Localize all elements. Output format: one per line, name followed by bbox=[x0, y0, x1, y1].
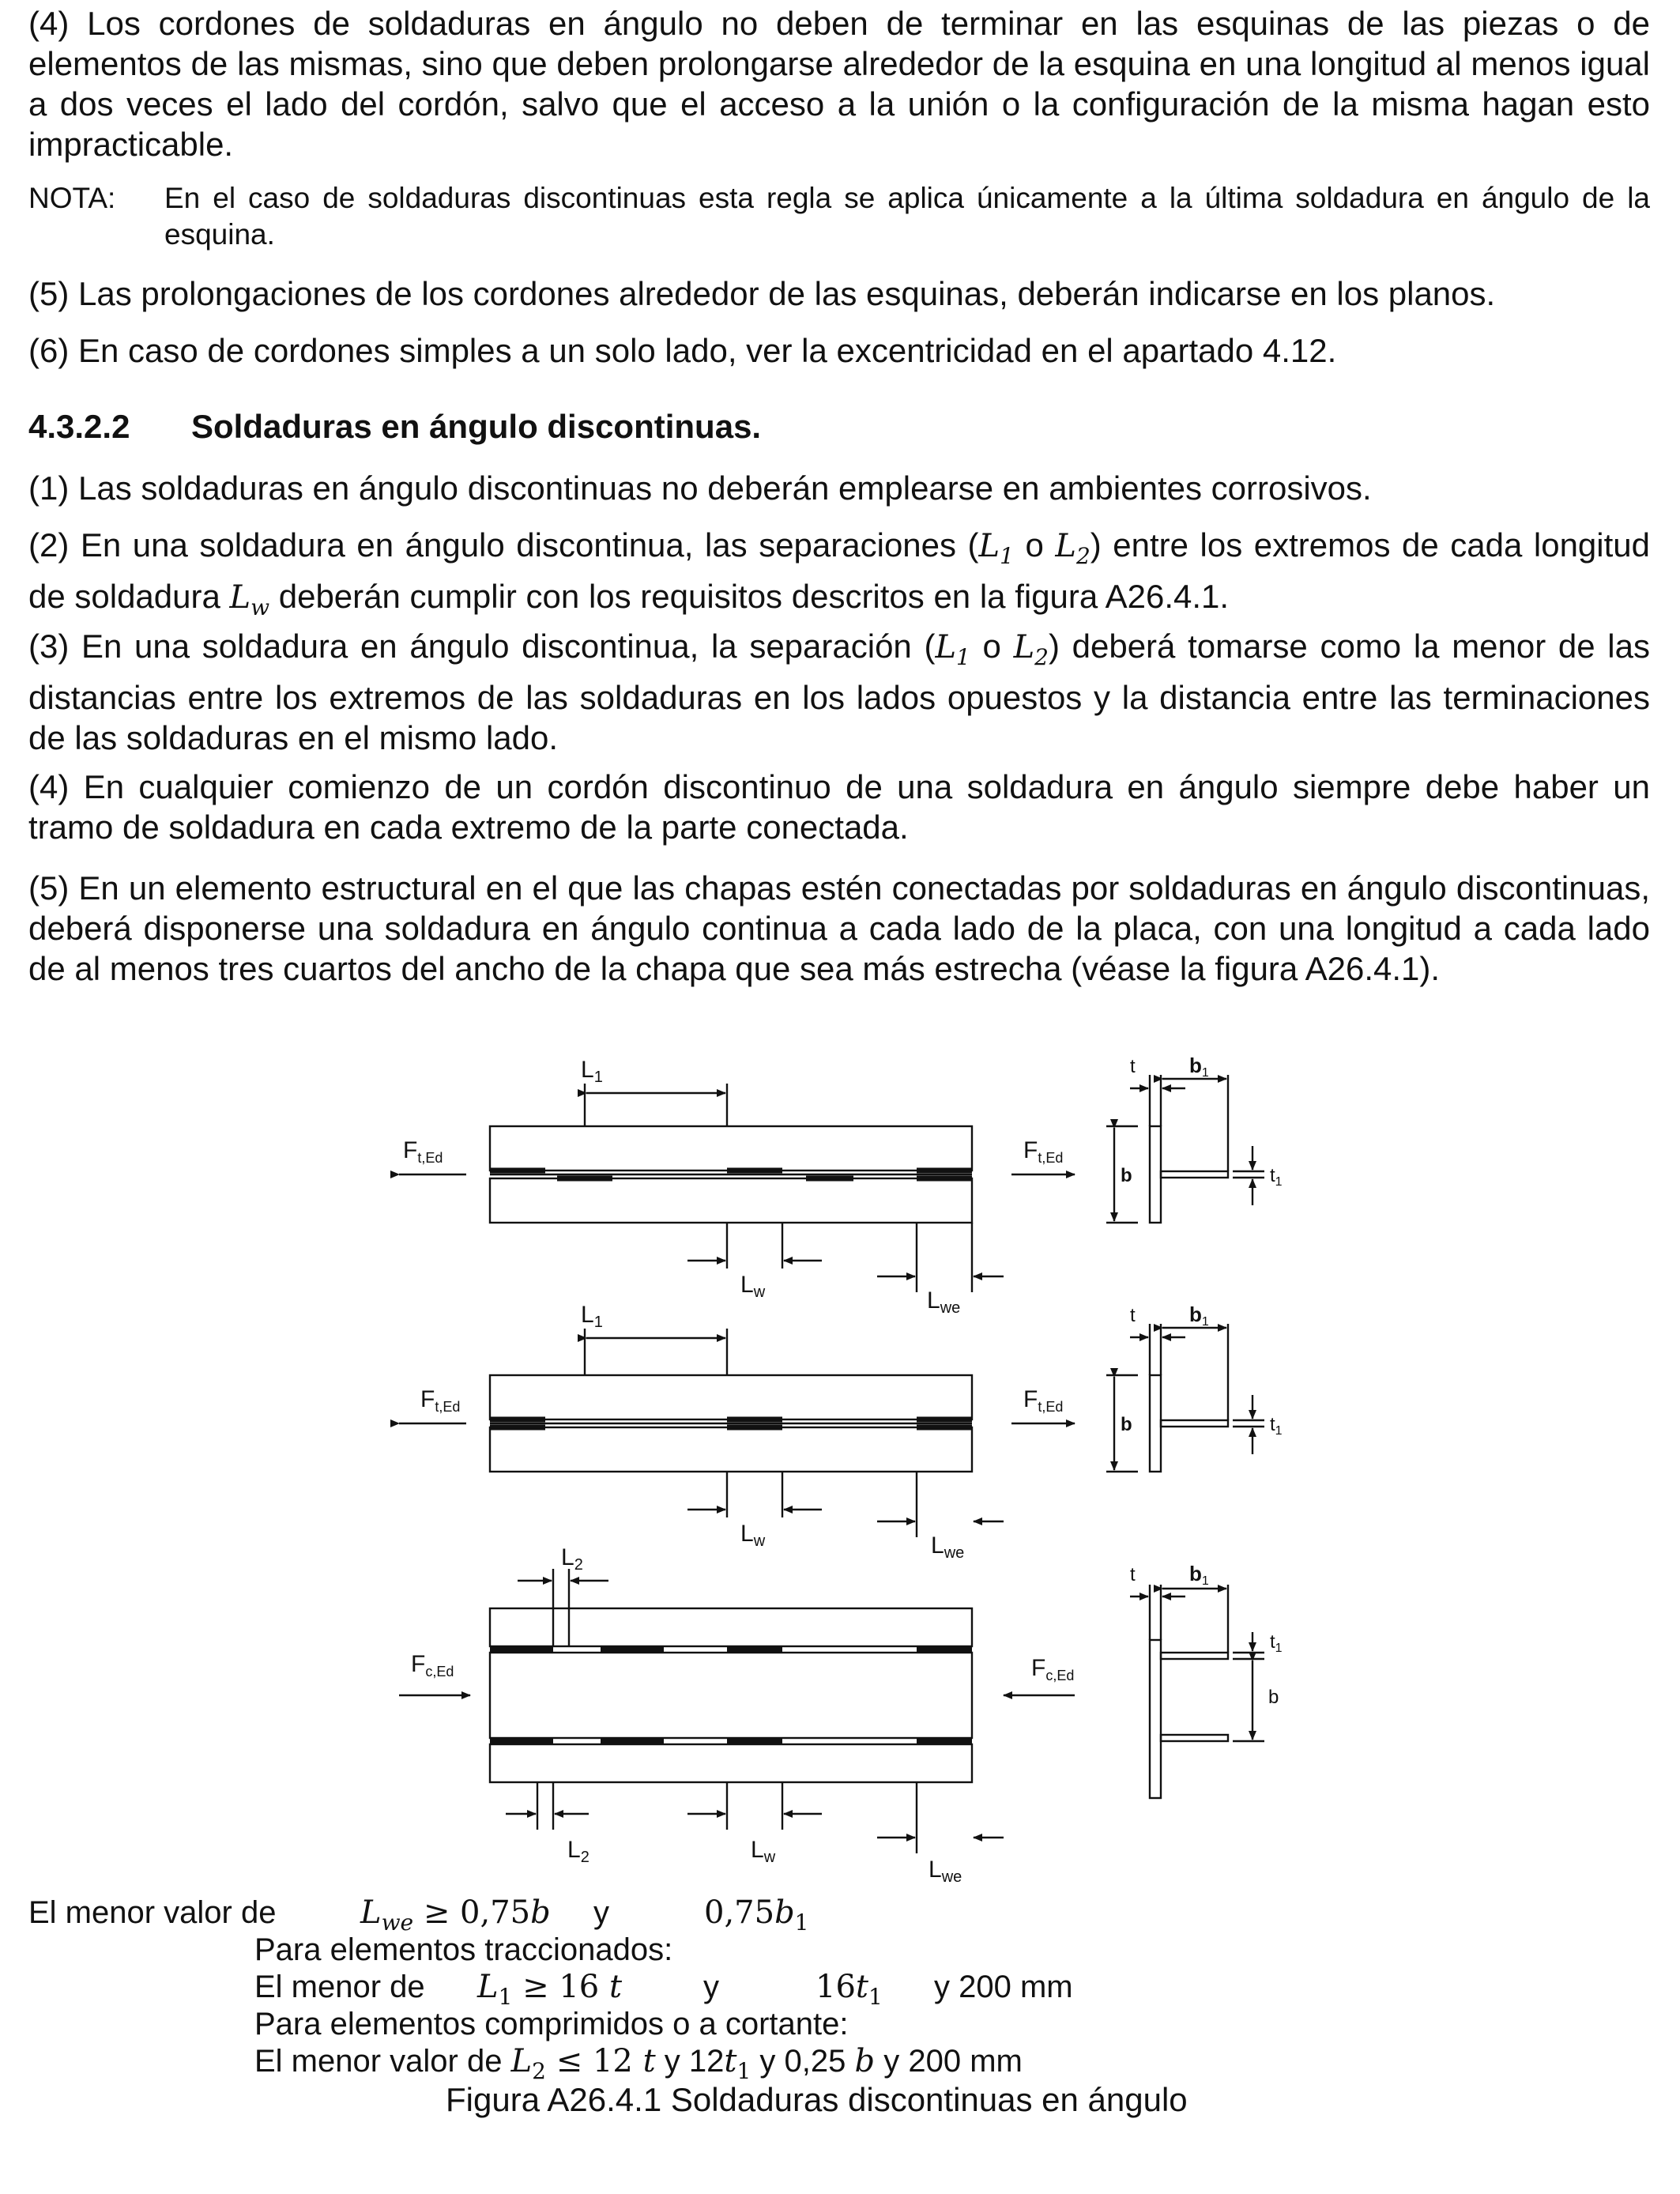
label-lwe-2: $L_{we}$ bbox=[931, 1532, 965, 1562]
label-b-2: b bbox=[1121, 1414, 1132, 1435]
figure-caption: Figura A26.4.1 Soldaduras discontinuas en ángulo bbox=[446, 2081, 1188, 2118]
label-l1-mid: $L_1$ bbox=[581, 1302, 603, 1331]
label-t1-3: $t_1$ bbox=[1270, 1631, 1283, 1655]
req-line-4: Para elementos comprimidos o a cortante: bbox=[254, 2007, 849, 2041]
label-force-tension-right: $F_{t,Ed}$ bbox=[1023, 1137, 1064, 1166]
req-line-2: Para elementos traccionados: bbox=[254, 1932, 673, 1967]
label-t-3: t bbox=[1130, 1564, 1136, 1585]
label-t-2: t bbox=[1130, 1305, 1136, 1326]
label-l2-top: $L_2$ bbox=[561, 1544, 583, 1574]
paragraph-3-separation: (3) En una soldadura en ángulo discontinua, la separación ($L_1$ o $L_2$) deberá tomarse como la menor de las distancias entre los extremos de las soldaduras en los lados opuestos y la distancia entre las terminaciones de las soldaduras en el mismo lado. bbox=[28, 628, 1651, 756]
label-lw-1: $L_w$ bbox=[740, 1272, 766, 1301]
paragraph-5-plates: (5) En un elemento estructural en el que las chapas estén conectadas por soldaduras en ángulo discontinuas, deberá disponerse una soldadura en ángulo continua a cada lado de la placa, con una longitud a cada lado de al menos tres cuartos del ancho de la chapa que sea más estrecha (véase la figura A26.4.1). bbox=[28, 869, 1650, 987]
label-force-tension-left: $F_{t,Ed}$ bbox=[403, 1137, 443, 1166]
req-line-5: El menor valor de $L_2 \le 12$ t y $12t_1$ y 0,25 b y 200 mm bbox=[254, 2043, 1023, 2084]
label-lwe-1: $L_{we}$ bbox=[927, 1287, 961, 1317]
label-force-compression-right: $F_{c,Ed}$ bbox=[1031, 1655, 1075, 1683]
section-number: 4.3.2.2 bbox=[28, 408, 130, 445]
label-lw-3: $L_w$ bbox=[751, 1837, 776, 1866]
label-b1-1: b1 bbox=[1189, 1054, 1209, 1080]
note-label: NOTA: bbox=[28, 182, 116, 214]
label-b-3: b bbox=[1268, 1687, 1279, 1708]
label-l2-bottom: $L_2$ bbox=[567, 1837, 590, 1866]
label-lw-2: $L_w$ bbox=[740, 1521, 766, 1550]
section-heading bbox=[28, 406, 761, 447]
label-t1-2: $t_1$ bbox=[1270, 1414, 1283, 1438]
label-force-tension-right-2: $F_{t,Ed}$ bbox=[1023, 1386, 1064, 1415]
req-line-3: El menor de $L_1 \ge 16$ t y $16t_1$ y 200 mm bbox=[254, 1969, 1073, 2010]
paragraph-1-corrosive: (1) Las soldaduras en ángulo discontinuas no deberán emplearse en ambientes corrosivos. bbox=[28, 469, 1372, 507]
section-title: Soldaduras en ángulo discontinuas. bbox=[191, 408, 762, 445]
label-b1-2: b1 bbox=[1189, 1302, 1209, 1329]
panel-compression bbox=[399, 1569, 1264, 1853]
note-text: En el caso de soldaduras discontinuas esta regla se aplica únicamente a la última soldadura en ángulo de la esquina. bbox=[164, 182, 1650, 251]
label-b-1: b bbox=[1121, 1165, 1132, 1186]
label-t-1: t bbox=[1130, 1056, 1136, 1077]
panel-tension-1 bbox=[399, 1075, 1264, 1292]
label-t1-1: $t_1$ bbox=[1270, 1165, 1283, 1189]
label-force-compression-left: $F_{c,Ed}$ bbox=[411, 1651, 454, 1679]
panel-tension-2 bbox=[399, 1324, 1264, 1537]
label-l1-top: $L_1$ bbox=[581, 1057, 603, 1086]
figure-intermittent-welds bbox=[363, 1031, 1343, 1893]
paragraph-2-separations: (2) En una soldadura en ángulo discontinua, las separaciones ($L_1$ o $L_2$) entre los extremos de cada longitud de soldadura $L_w$ deberán cumplir con los requisitos descritos en la figura A26.4.1. bbox=[28, 526, 1651, 620]
paragraph-4-start: (4) En cualquier comienzo de un cordón discontinuo de una soldadura en ángulo siempre debe haber un tramo de soldadura en cada extremo de la parte conectada. bbox=[28, 768, 1650, 846]
paragraph-5-extensions: (5) Las prolongaciones de los cordones alrededor de las esquinas, deberán indicarse en los planos. bbox=[28, 275, 1496, 312]
label-force-tension-left-2: $F_{t,Ed}$ bbox=[420, 1386, 461, 1415]
note-block bbox=[28, 180, 1650, 253]
paragraph-6-eccentricity: (6) En caso de cordones simples a un solo lado, ver la excentricidad en el apartado 4.12. bbox=[28, 332, 1337, 369]
label-lwe-3: $L_{we}$ bbox=[929, 1857, 962, 1886]
paragraph-4-corners: (4) Los cordones de soldaduras en ángulo no deben de terminar en las esquinas de las piezas o de elementos de las mismas, sino que deben prolongarse alrededor de la esquina en una longitud al menos igual a dos veces el lado del cordón, salvo que el acceso a la unión o la configuración de la misma hagan esto impracticable. bbox=[28, 5, 1650, 163]
req-line-1: El menor valor de $L_{we} \ge 0,75b$ y $0,75b_1$ bbox=[28, 1894, 809, 1936]
label-b1-3: b1 bbox=[1189, 1562, 1209, 1588]
